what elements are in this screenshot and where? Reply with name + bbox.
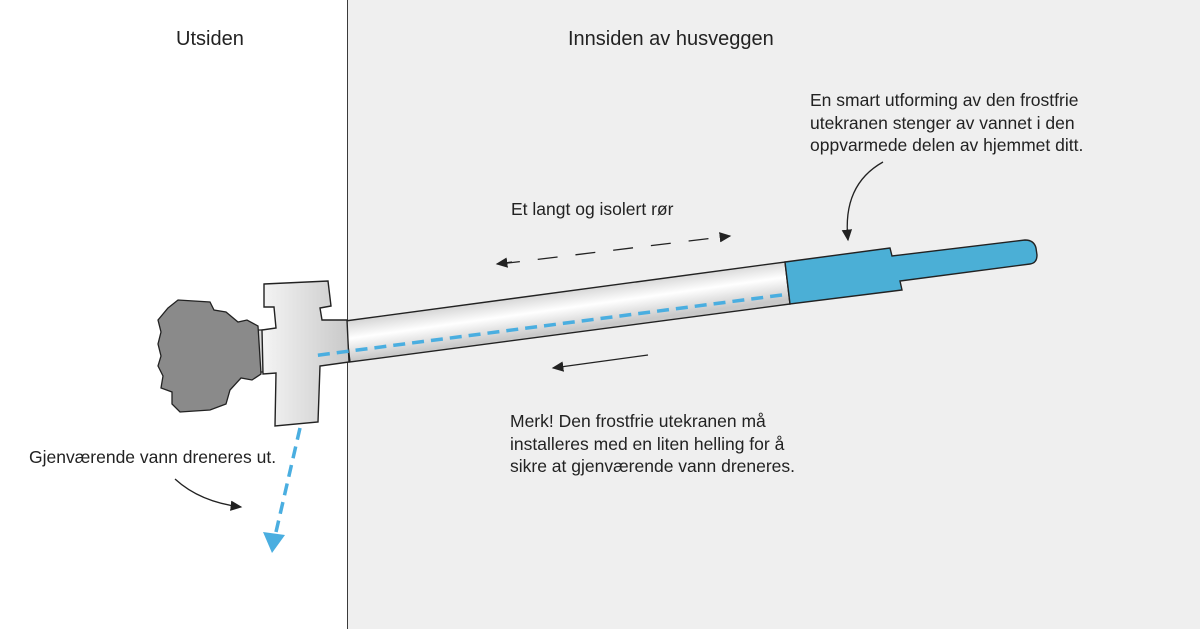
valve-icon <box>785 240 1037 304</box>
faucet-handle-icon <box>158 300 272 412</box>
inside-label: Innsiden av husveggen <box>568 28 774 50</box>
outside-label: Utsiden <box>176 28 244 50</box>
drain-label: Gjenværende vann dreneres ut. <box>29 447 277 467</box>
slope-arrow-icon <box>553 355 648 368</box>
dashed-arrow-icon <box>497 236 730 264</box>
curved-arrow-icon <box>847 162 883 240</box>
installation-note-label: Merk! Den frostfrie utekranen må installeres med en liten helling for å sikre at gjenværende vann dreneres. <box>510 411 796 476</box>
faucet-body-icon <box>262 281 349 426</box>
pipe-label: Et langt og isolert rør <box>511 199 674 219</box>
smart-design-label: En smart utforming av den frostfrie utekranen stenger av vannet i den oppvarmede delen av hjemmet ditt. <box>810 90 1084 155</box>
pipe-icon <box>345 262 790 362</box>
drain-arrow-icon <box>175 479 241 507</box>
